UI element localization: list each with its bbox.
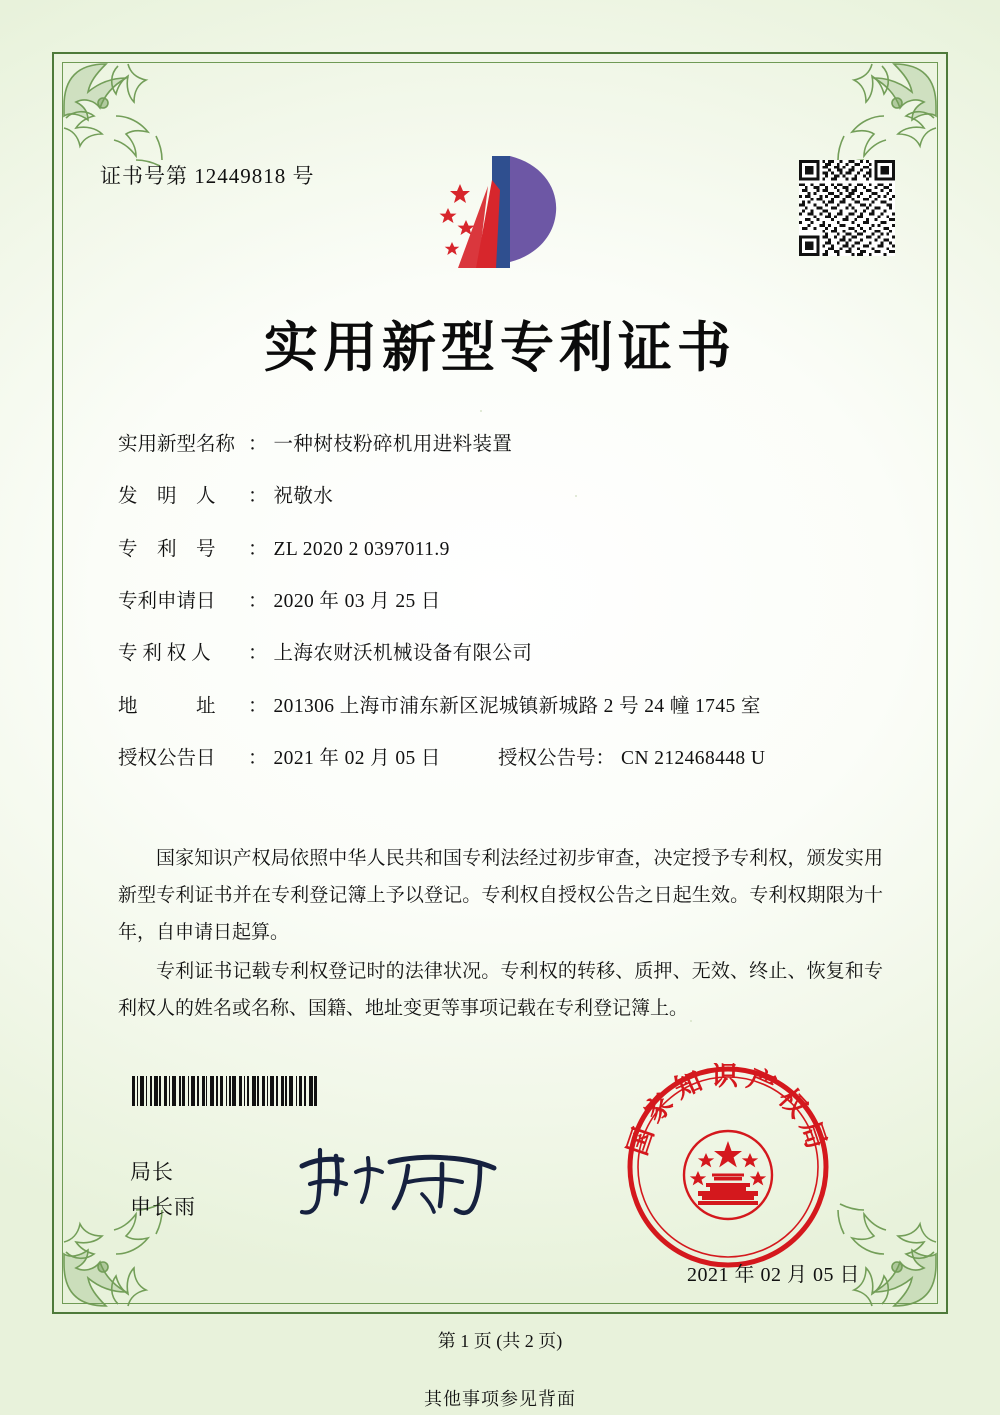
- field-colon: ：: [248, 591, 268, 613]
- field-row-publication: [118, 746, 888, 771]
- field-label: 专利申请日: [118, 591, 216, 613]
- seal-date: 2021 年 02 月 05 日: [687, 1264, 860, 1286]
- field-colon: ：: [248, 434, 268, 455]
- field-colon: ：: [248, 538, 268, 560]
- official-seal: [624, 1063, 832, 1271]
- field-value-publication-date: 2021 年 02 月 05 日: [273, 748, 441, 770]
- director-title: 局长: [130, 1160, 174, 1184]
- field-label: 地 址: [118, 695, 216, 717]
- field-colon: ：: [248, 486, 268, 508]
- field-row-inventor: [118, 484, 888, 509]
- legal-paragraph-2: 专利证书记载专利权登记时的法律状况。专利权的转移、质押、无效、终止、恢复和专利权人的姓名或名称、国籍、地址变更等事项记载在专利登记簿上。: [118, 961, 883, 1020]
- legal-text-block: [118, 840, 883, 1029]
- field-label: 专 利 号: [118, 538, 216, 560]
- back-side-note: 其他事项参见背面: [424, 1389, 576, 1409]
- corner-ornament-icon: [824, 56, 944, 176]
- field-value: 上海农财沃机械设备有限公司: [273, 643, 533, 665]
- field-value: 2020 年 03 月 25 日: [273, 591, 441, 613]
- qr-code: [799, 160, 895, 256]
- seal-top-text: 国家知识产权局: [624, 1063, 832, 1159]
- certificate-fields: [118, 432, 888, 798]
- legal-paragraph-1: 国家知识产权局依照中华人民共和国专利法经过初步审查，决定授予专利权，颁发实用新型专利证书并在专利登记簿上予以登记。专利权自授权公告之日起生效。专利权期限为十年，自申请日起算。: [118, 848, 883, 944]
- handwritten-signature: [290, 1138, 520, 1223]
- page-title: 实用新型专利证书: [264, 315, 736, 379]
- cnipa-logo-icon: [430, 150, 570, 280]
- corner-ornament-icon: [824, 1194, 944, 1314]
- field-value-publication-number: CN 212468448 U: [621, 748, 766, 770]
- field-row-application-date: [118, 589, 888, 614]
- signature-block: [130, 1155, 196, 1224]
- field-colon: ：: [248, 695, 268, 717]
- field-label: 专 利 权 人: [118, 643, 211, 665]
- field-value: ZL 2020 2 0397011.9: [273, 538, 450, 560]
- field-label: 发 明 人: [118, 486, 216, 508]
- field-row-patent-number: [118, 537, 888, 562]
- field-row-patentee: [118, 641, 888, 666]
- certificate-number: 证书号第 12449818 号: [100, 164, 315, 188]
- field-label: 实用新型名称: [118, 434, 236, 455]
- field-row-utility-model-name: [118, 432, 888, 457]
- corner-ornament-icon: [56, 56, 176, 176]
- field-colon: ：: [248, 748, 268, 770]
- field-value: 一种树枝粉碎机用进料装置: [273, 434, 513, 455]
- field-label-publication-number: 授权公告号: [498, 748, 596, 770]
- page-number: 第 1 页 (共 2 页): [437, 1331, 563, 1351]
- field-label-publication-date: 授权公告日: [118, 748, 216, 770]
- field-value: 祝敬水: [273, 486, 334, 508]
- field-colon: ：: [595, 748, 616, 770]
- field-value: 201306 上海市浦东新区泥城镇新城路 2 号 24 幢 1745 室: [273, 695, 761, 717]
- field-colon: ：: [248, 643, 268, 665]
- director-name: 申长雨: [130, 1194, 196, 1219]
- field-row-address: [118, 694, 888, 719]
- barcode: [132, 1076, 388, 1106]
